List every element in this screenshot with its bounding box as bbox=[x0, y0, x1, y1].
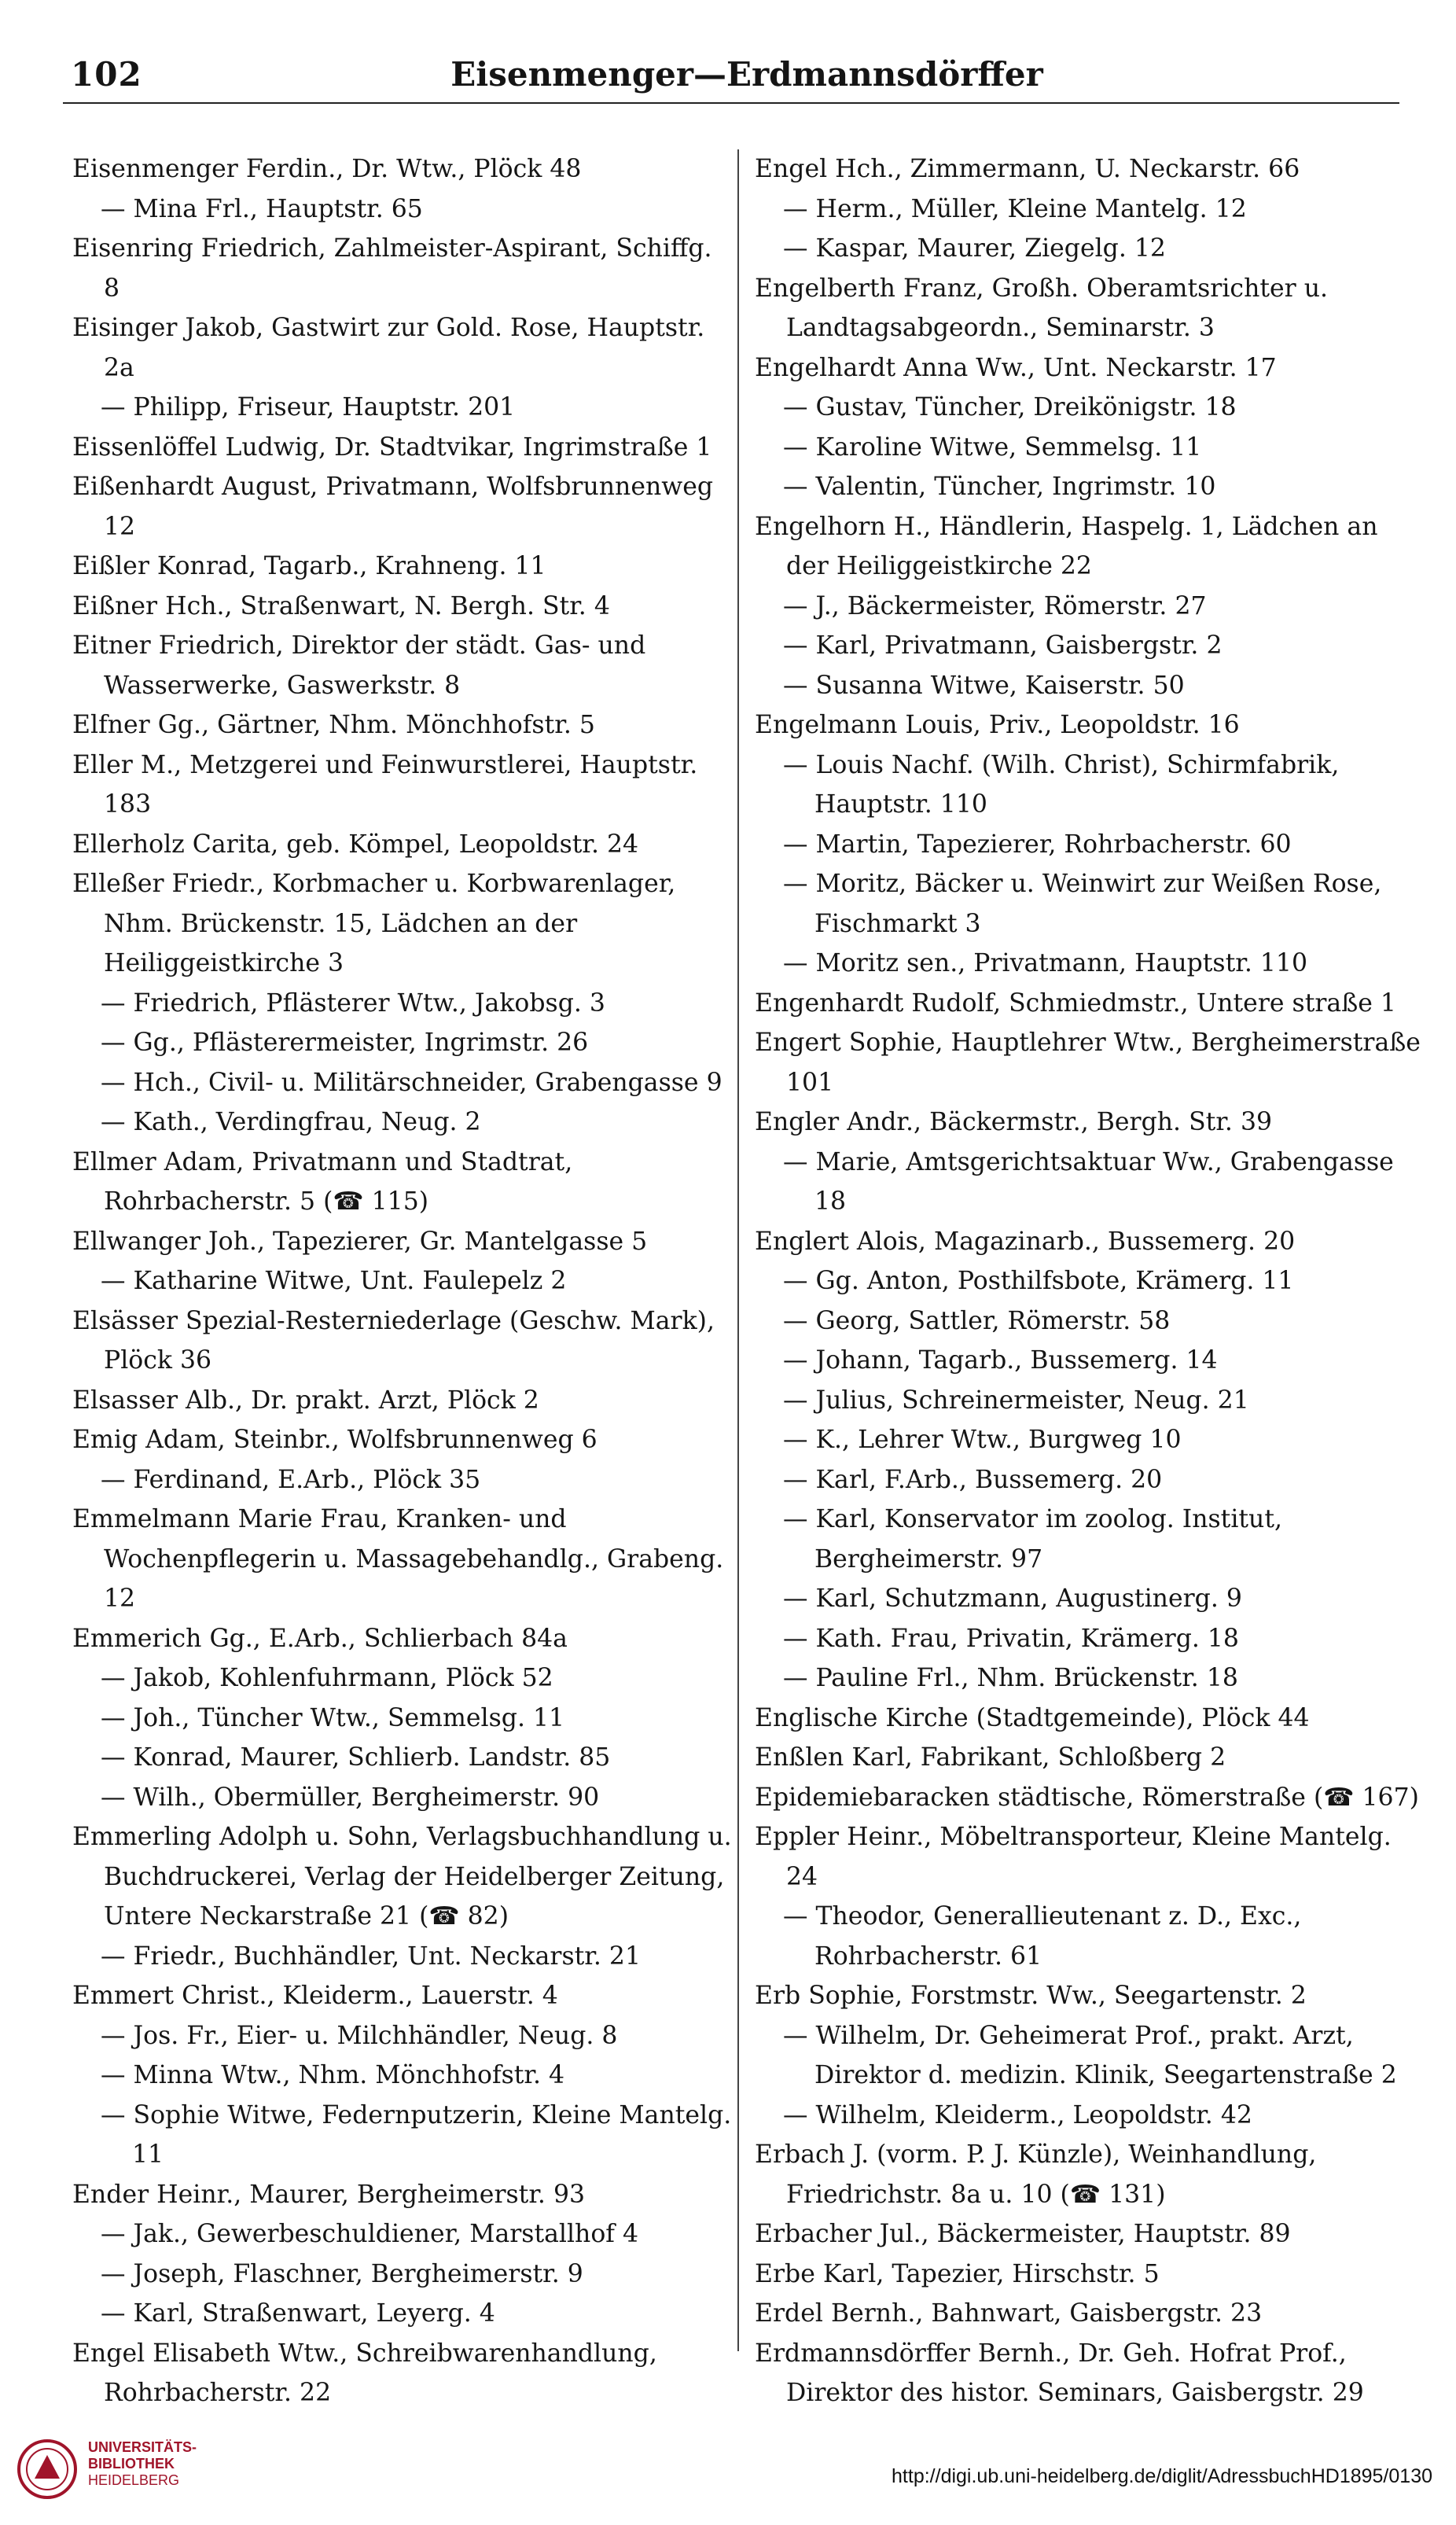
directory-entry: — Georg, Sattler, Römerstr. 58 bbox=[783, 1306, 1171, 1335]
directory-entry: Eißenhardt August, Privatmann, Wolfsbrunnenweg 12 bbox=[72, 473, 714, 541]
directory-entry: — Moritz sen., Privatmann, Hauptstr. 110 bbox=[783, 949, 1308, 977]
directory-entry: Engert Sophie, Hauptlehrer Wtw., Bergheimerstraße 101 bbox=[755, 1029, 1421, 1097]
directory-entry: Ender Heinr., Maurer, Bergheimerstr. 93 bbox=[72, 2180, 586, 2209]
source-url-link[interactable]: http://digi.ub.uni-heidelberg.de/diglit/AdressbuchHD1895/0130 bbox=[892, 2465, 1432, 2487]
directory-entry: Eissenlöffel Ludwig, Dr. Stadtvikar, Ingrimstraße 1 bbox=[72, 432, 712, 462]
directory-entry: Englische Kirche (Stadtgemeinde), Plöck 44 bbox=[755, 1703, 1310, 1732]
directory-entry: — Gg., Pflästerermeister, Ingrimstr. 26 bbox=[101, 1029, 589, 1057]
directory-entry: Engler Andr., Bäckermstr., Bergh. Str. 39 bbox=[755, 1108, 1273, 1136]
directory-entry: — Friedrich, Pflästerer Wtw., Jakobsg. 3 bbox=[101, 988, 605, 1018]
directory-entry: — Mina Frl., Hauptstr. 65 bbox=[101, 194, 423, 223]
library-seal-icon bbox=[16, 2438, 79, 2501]
directory-entry: Engelhorn H., Händlerin, Haspelg. 1, Lädchen an der Heiliggeistkirche 22 bbox=[755, 512, 1378, 580]
directory-entry: — J., Bäckermeister, Römerstr. 27 bbox=[783, 591, 1207, 620]
directory-entry: — Valentin, Tüncher, Ingrimstr. 10 bbox=[783, 473, 1216, 501]
directory-entry: Emig Adam, Steinbr., Wolfsbrunnenweg 6 bbox=[72, 1426, 597, 1454]
directory-entry: Enßlen Karl, Fabrikant, Schloßberg 2 bbox=[755, 1743, 1226, 1772]
directory-entry: — Susanna Witwe, Kaiserstr. 50 bbox=[783, 671, 1185, 700]
directory-entry: — Karoline Witwe, Semmelsg. 11 bbox=[783, 432, 1202, 462]
directory-entry: Ellwanger Joh., Tapezierer, Gr. Mantelgasse 5 bbox=[72, 1227, 648, 1256]
directory-entry: Elleßer Friedr., Korbmacher u. Korbwarenlager, Nhm. Brückenstr. 15, Lädchen an der Heiliggeistkirche 3 bbox=[72, 870, 676, 977]
directory-entry: — Kath. Frau, Privatin, Krämerg. 18 bbox=[783, 1624, 1239, 1653]
directory-entry: Engel Elisabeth Wtw., Schreibwarenhandlung, Rohrbacherstr. 22 bbox=[72, 2339, 657, 2407]
directory-entry: Eisinger Jakob, Gastwirt zur Gold. Rose, Hauptstr. 2a bbox=[72, 314, 705, 382]
directory-entry: — Wilhelm, Dr. Geheimerat Prof., prakt. Arzt, Direktor d. medizin. Klinik, Seegartenstraße 2 bbox=[783, 2021, 1397, 2089]
directory-entry: — Hch., Civil- u. Militärschneider, Grabengasse 9 bbox=[101, 1068, 722, 1097]
page-number: 102 bbox=[71, 55, 142, 94]
directory-entry: — Konrad, Maurer, Schlierb. Landstr. 85 bbox=[101, 1743, 611, 1772]
directory-entry: — Joh., Tüncher Wtw., Semmelsg. 11 bbox=[101, 1703, 565, 1732]
directory-entry: — Jakob, Kohlenfuhrmann, Plöck 52 bbox=[101, 1664, 553, 1692]
directory-entry: — Joseph, Flaschner, Bergheimerstr. 9 bbox=[101, 2259, 583, 2288]
directory-entry: Erdel Bernh., Bahnwart, Gaisbergstr. 23 bbox=[755, 2299, 1263, 2328]
column-divider bbox=[737, 149, 739, 2351]
directory-entry: Elfner Gg., Gärtner, Nhm. Mönchhofstr. 5 bbox=[72, 711, 595, 739]
directory-entry: — Kaspar, Maurer, Ziegelg. 12 bbox=[783, 234, 1166, 263]
right-column bbox=[755, 149, 1423, 2413]
directory-entry: Erdmannsdörffer Bernh., Dr. Geh. Hofrat Prof., Direktor des histor. Seminars, Gaisbergstr. 29 bbox=[755, 2339, 1364, 2407]
directory-entry: — Karl, Straßenwart, Leyerg. 4 bbox=[101, 2299, 495, 2328]
directory-entry: — Johann, Tagarb., Bussemerg. 14 bbox=[783, 1346, 1218, 1375]
directory-entry: — Herm., Müller, Kleine Mantelg. 12 bbox=[783, 194, 1247, 223]
directory-entry: — Karl, Privatmann, Gaisbergstr. 2 bbox=[783, 631, 1223, 660]
directory-entry: — Gg. Anton, Posthilfsbote, Krämerg. 11 bbox=[783, 1267, 1294, 1295]
directory-entry: — Julius, Schreinermeister, Neug. 21 bbox=[783, 1386, 1249, 1415]
directory-entry: Engelhardt Anna Ww., Unt. Neckarstr. 17 bbox=[755, 353, 1277, 382]
directory-entry: — Pauline Frl., Nhm. Brückenstr. 18 bbox=[783, 1664, 1238, 1692]
directory-entry: Ellmer Adam, Privatmann und Stadtrat, Rohrbacherstr. 5 (☎ 115) bbox=[72, 1147, 573, 1216]
directory-entry: Engel Hch., Zimmermann, U. Neckarstr. 66 bbox=[755, 155, 1300, 183]
directory-entry: — Moritz, Bäcker u. Weinwirt zur Weißen Rose, Fischmarkt 3 bbox=[783, 870, 1382, 938]
header-rule bbox=[63, 102, 1399, 104]
directory-entry: Emmert Christ., Kleiderm., Lauerstr. 4 bbox=[72, 1982, 558, 2010]
directory-entry: Engelmann Louis, Priv., Leopoldstr. 16 bbox=[755, 711, 1240, 739]
directory-entry: — Wilh., Obermüller, Bergheimerstr. 90 bbox=[101, 1783, 600, 1812]
directory-entry: Emmerling Adolph u. Sohn, Verlagsbuchhandlung u. Buchdruckerei, Verlag der Heidelberger Zeitung, Untere Neckarstraße 21 (☎ 82) bbox=[72, 1823, 732, 1931]
directory-entry: — Gustav, Tüncher, Dreikönigstr. 18 bbox=[783, 393, 1237, 421]
directory-entry: Epidemiebaracken städtische, Römerstraße (☎ 167) bbox=[755, 1783, 1419, 1812]
left-column bbox=[72, 149, 733, 2413]
directory-entry: Erbe Karl, Tapezier, Hirschstr. 5 bbox=[755, 2259, 1160, 2288]
directory-entry: — Karl, Schutzmann, Augustinerg. 9 bbox=[783, 1585, 1242, 1613]
directory-entry: — Minna Wtw., Nhm. Mönchhofstr. 4 bbox=[101, 2061, 565, 2089]
directory-entry: Engelberth Franz, Großh. Oberamtsrichter u. Landtagsabgeordn., Seminarstr. 3 bbox=[755, 274, 1329, 342]
directory-entry: Eisenring Friedrich, Zahlmeister-Aspirant, Schiffg. 8 bbox=[72, 234, 712, 303]
directory-entry: — Kath., Verdingfrau, Neug. 2 bbox=[101, 1108, 481, 1136]
directory-entry: Eppler Heinr., Möbeltransporteur, Kleine Mantelg. 24 bbox=[755, 1823, 1392, 1891]
directory-entry: — Philipp, Friseur, Hauptstr. 201 bbox=[101, 393, 516, 421]
directory-entry: Eißler Konrad, Tagarb., Krahneng. 11 bbox=[72, 552, 546, 580]
logo-line: BIBLIOTHEK bbox=[88, 2456, 175, 2472]
page-footer bbox=[0, 2406, 1456, 2516]
directory-entry: Ellerholz Carita, geb. Kömpel, Leopoldstr. 24 bbox=[72, 830, 639, 859]
library-logo-text bbox=[88, 2439, 197, 2489]
directory-entry: — Katharine Witwe, Unt. Faulepelz 2 bbox=[101, 1267, 567, 1295]
directory-entry: Emmerich Gg., E.Arb., Schlierbach 84a bbox=[72, 1624, 568, 1653]
directory-entry: — Karl, Konservator im zoolog. Institut, Bergheimerstr. 97 bbox=[783, 1505, 1283, 1574]
directory-entry: Elsässer Spezial-Resterniederlage (Geschw. Mark), Plöck 36 bbox=[72, 1306, 715, 1375]
directory-entry: Elsasser Alb., Dr. prakt. Arzt, Plöck 2 bbox=[72, 1386, 539, 1415]
directory-entry: — Louis Nachf. (Wilh. Christ), Schirmfabrik, Hauptstr. 110 bbox=[783, 750, 1340, 819]
directory-entry: Eitner Friedrich, Direktor der städt. Gas- und Wasserwerke, Gaswerkstr. 8 bbox=[72, 631, 646, 700]
directory-entry: Erbach J. (vorm. P. J. Künzle), Weinhandlung, Friedrichstr. 8a u. 10 (☎ 131) bbox=[755, 2140, 1317, 2209]
directory-entry: Eisenmenger Ferdin., Dr. Wtw., Plöck 48 bbox=[72, 155, 582, 183]
logo-line: UNIVERSITÄTS- bbox=[88, 2439, 197, 2455]
directory-entry: Erbacher Jul., Bäckermeister, Hauptstr. 89 bbox=[755, 2220, 1291, 2248]
directory-entry: — K., Lehrer Wtw., Burgweg 10 bbox=[783, 1426, 1182, 1454]
directory-entry: — Sophie Witwe, Federnputzerin, Kleine Mantelg. 11 bbox=[101, 2100, 732, 2169]
directory-entry: — Ferdinand, E.Arb., Plöck 35 bbox=[101, 1465, 481, 1494]
directory-entry: Eißner Hch., Straßenwart, N. Bergh. Str. 4 bbox=[72, 591, 610, 620]
directory-entry: Engenhardt Rudolf, Schmiedmstr., Untere straße 1 bbox=[755, 988, 1396, 1018]
directory-entry: — Jak., Gewerbeschuldiener, Marstallhof 4 bbox=[101, 2220, 639, 2248]
directory-entry: — Marie, Amtsgerichtsaktuar Ww., Grabengasse 18 bbox=[783, 1147, 1394, 1216]
directory-entry: Englert Alois, Magazinarb., Bussemerg. 20 bbox=[755, 1227, 1296, 1256]
page-header bbox=[63, 55, 1399, 110]
directory-entry: — Jos. Fr., Eier- u. Milchhändler, Neug. 8 bbox=[101, 2021, 618, 2050]
directory-entry: Erb Sophie, Forstmstr. Ww., Seegartenstr. 2 bbox=[755, 1982, 1307, 2010]
directory-entry: — Karl, F.Arb., Bussemerg. 20 bbox=[783, 1465, 1163, 1494]
logo-line: HEIDELBERG bbox=[88, 2472, 180, 2488]
directory-entry: Eller M., Metzgerei und Feinwurstlerei, Hauptstr. 183 bbox=[72, 750, 698, 819]
directory-entry: — Martin, Tapezierer, Rohrbacherstr. 60 bbox=[783, 830, 1292, 859]
directory-entry: Emmelmann Marie Frau, Kranken- und Wochenpflegerin u. Massagebehandlg., Grabeng. 12 bbox=[72, 1505, 724, 1613]
directory-entry: — Friedr., Buchhändler, Unt. Neckarstr. 21 bbox=[101, 1942, 641, 1971]
running-title: Eisenmenger—Erdmannsdörffer bbox=[450, 55, 1043, 94]
directory-entry: — Theodor, Generallieutenant z. D., Exc., Rohrbacherstr. 61 bbox=[783, 1902, 1302, 1971]
directory-entry: — Wilhelm, Kleiderm., Leopoldstr. 42 bbox=[783, 2100, 1252, 2129]
